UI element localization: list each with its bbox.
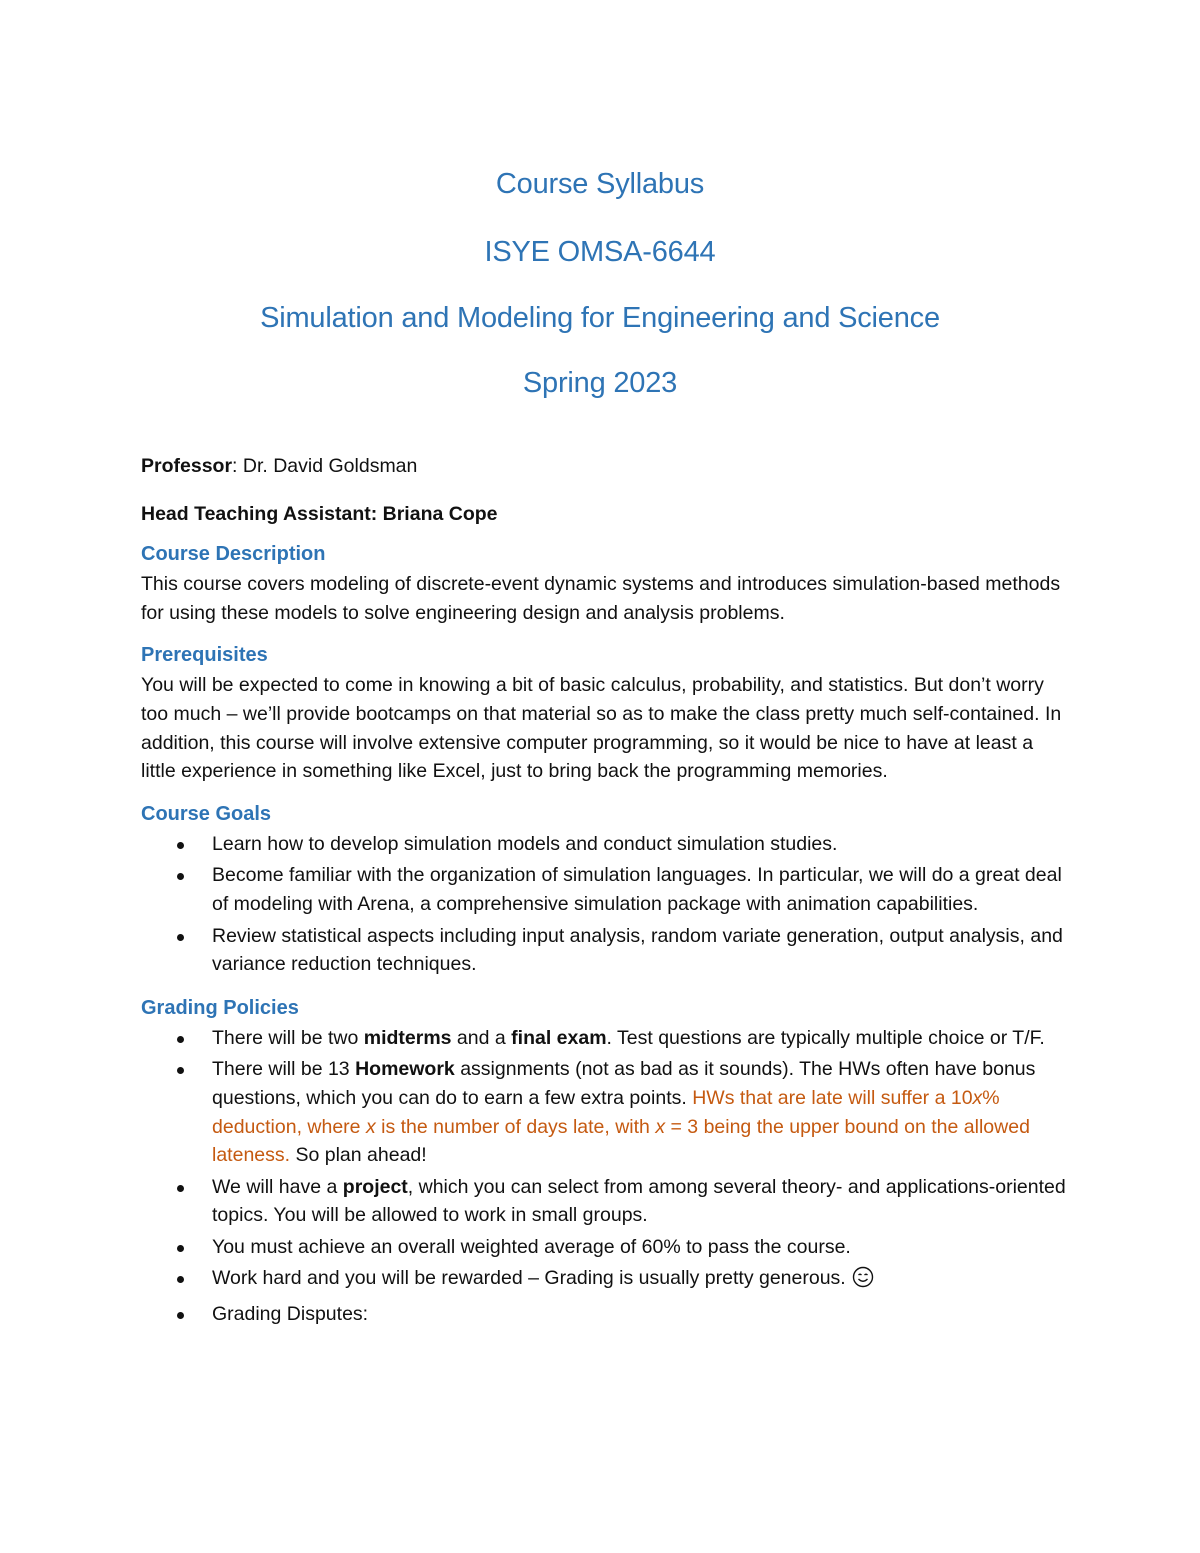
list-item (141, 1300, 1071, 1329)
bullet-dot-icon (177, 873, 184, 880)
bullet-dot-icon (177, 1067, 184, 1074)
goal-text: Review statistical aspects including input analysis, random variate generation, output analysis, and variance reduction techniques. (212, 924, 1063, 976)
policy-text: There will be 13 (212, 1058, 356, 1081)
policy-text: , which you can select from among several theory- and applications-oriented topics. You will be allowed to work in small groups. (212, 1175, 1066, 1227)
term: Spring 2023 (522, 367, 678, 399)
smiley-face-icon (852, 1266, 874, 1297)
policy-text: There will be two (212, 1026, 364, 1049)
head-ta-line (141, 500, 1071, 529)
midterms-emphasis: midterms (363, 1026, 452, 1049)
syllabus-body (141, 452, 1071, 1345)
project-emphasis: project (342, 1175, 408, 1198)
policy-text: You must achieve an overall weighted average of 60% to pass the course. (212, 1235, 851, 1258)
variable-x: x (972, 1086, 983, 1109)
policy-text: . Test questions are typically multiple choice or T/F. (606, 1026, 1045, 1049)
course-description-heading: Course Description (141, 543, 326, 566)
professor-label: Professor (141, 455, 233, 477)
professor-separator: : (232, 455, 243, 477)
policy-text: We will have a (212, 1175, 343, 1198)
bullet-dot-icon (177, 934, 184, 941)
head-ta-label: Head Teaching Assistant: (141, 502, 378, 525)
variable-x: x (365, 1115, 376, 1138)
bullet-dot-icon (177, 1036, 184, 1043)
prerequisites-heading: Prerequisites (141, 644, 268, 667)
head-ta-name: Briana Cope (377, 502, 498, 525)
list-item (141, 1233, 1071, 1262)
course-goals-list (141, 830, 1071, 979)
document-title: Course Syllabus (495, 168, 705, 200)
course-code: ISYE OMSA-6644 (484, 236, 716, 268)
prerequisites-text: You will be expected to come in knowing a bit of basic calculus, probability, and statistics. But don’t worry too much – we’ll provide bootcamps on that material so as to make the class pretty much self-contained. In addition, this course will involve extensive computer programming, so it would be nice to have at least a little experience in something like Excel, just to bring back the programming memories. (141, 674, 1062, 783)
bullet-dot-icon (177, 842, 184, 849)
list-item (141, 922, 1071, 979)
bullet-dot-icon (177, 1185, 184, 1192)
bullet-dot-icon (177, 1312, 184, 1319)
course-description-text: This course covers modeling of discrete-event dynamic systems and introduces simulation-based methods for using these models to solve engineering design and analysis problems. (141, 573, 1061, 624)
policy-text: So plan ahead! (290, 1144, 427, 1167)
course-goals-heading: Course Goals (141, 802, 272, 825)
policy-text: Grading Disputes: (212, 1303, 369, 1326)
final-exam-emphasis: final exam (511, 1026, 607, 1049)
list-item (141, 861, 1071, 918)
homework-emphasis: Homework (355, 1058, 455, 1081)
bullet-dot-icon (177, 1276, 184, 1283)
list-item (141, 1173, 1071, 1230)
list-item (141, 1024, 1071, 1053)
policy-text: and a (451, 1026, 512, 1049)
late-policy-text: is the number of days late, with (375, 1115, 656, 1138)
late-policy-text: = 3 being the upper bound on the allowed lateness. (212, 1115, 1030, 1167)
goal-text: Become familiar with the organization of simulation languages. In particular, we will do a great deal of modeling with Arena, a comprehensive simulation package with animation capabilities. (212, 864, 1062, 915)
grading-policies-heading: Grading Policies (141, 996, 299, 1019)
grading-policies-list (141, 1024, 1071, 1329)
variable-x: x (655, 1115, 666, 1138)
bullet-dot-icon (177, 1245, 184, 1252)
goal-text: Learn how to develop simulation models and conduct simulation studies. (212, 832, 838, 855)
late-policy-text: HWs that are late will suffer a 10 (692, 1086, 973, 1109)
list-item (141, 1264, 1071, 1297)
course-name: Simulation and Modeling for Engineering and Science (260, 302, 940, 334)
professor-name: Dr. David Goldsman (242, 455, 418, 477)
professor-line (141, 452, 1071, 481)
policy-text: assignments (not as bad as it sounds). The HWs often have bonus questions, which you can do to earn a few extra points. (212, 1058, 1036, 1109)
list-item (141, 830, 1071, 859)
list-item (141, 1055, 1071, 1169)
late-policy-text: % deduction, where (212, 1086, 1000, 1138)
policy-text: Work hard and you will be rewarded – Grading is usually pretty generous. (212, 1267, 846, 1290)
